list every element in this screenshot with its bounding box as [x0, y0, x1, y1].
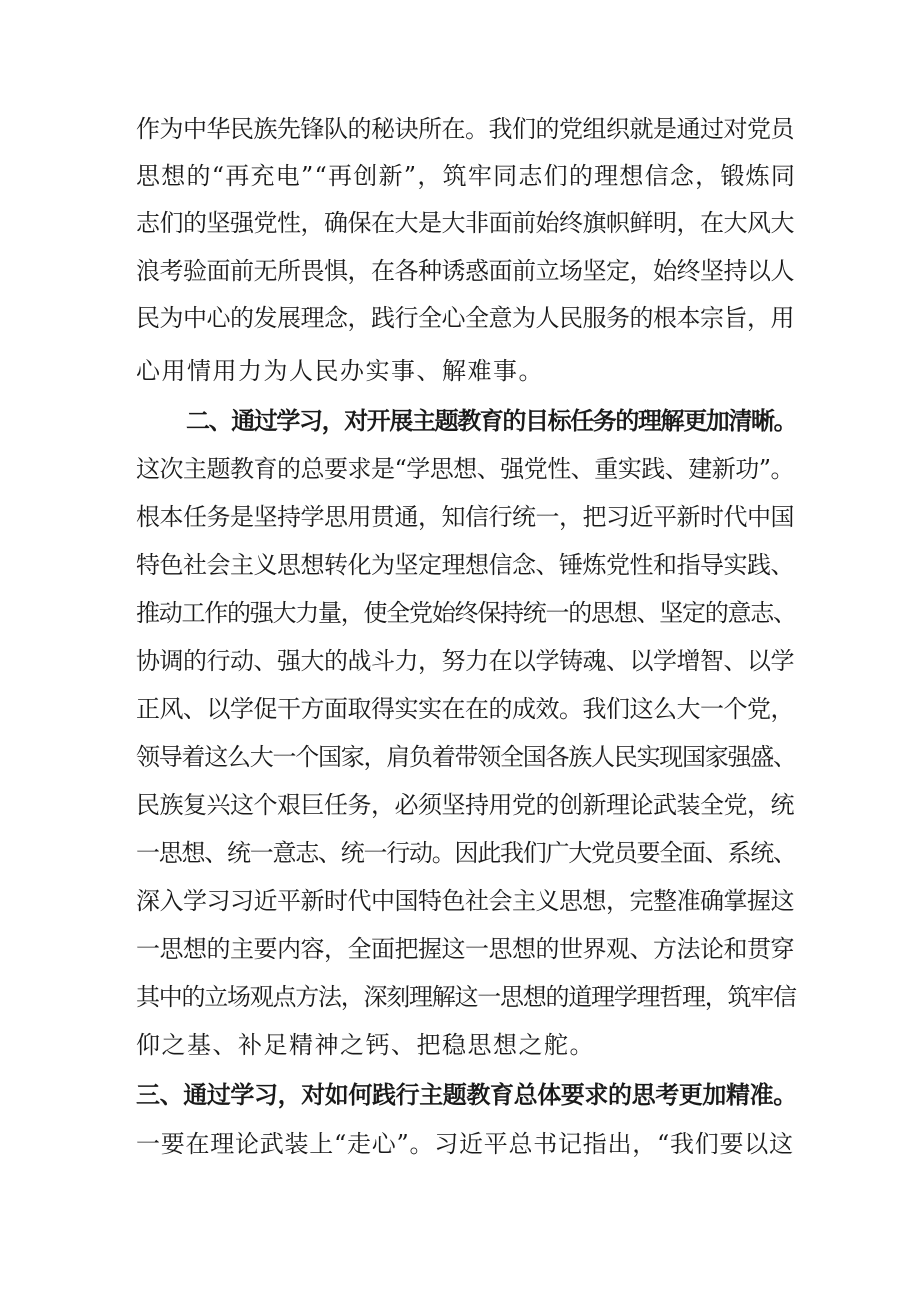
text-line: 根本任务是坚持学思用贯通，知信行统一，把习近平新时代中国	[136, 503, 794, 531]
section-heading-3: 三、通过学习，对如何践行主题教育总体要求的思考更加精准。	[136, 1081, 797, 1109]
text-line: 其中的立场观点方法，深刻理解这一思想的道理学理哲理，筑牢信	[136, 983, 796, 1011]
text-line: 正风、以学促干方面取得实实在在的成效。我们这么大一个党，	[136, 695, 794, 723]
text-line: 作为中华民族先锋队的秘诀所在。我们的党组织就是通过对党员	[136, 115, 794, 143]
text-line: 一思想、统一意志、统一行动。因此我们广大党员要全面、系统、	[136, 839, 796, 867]
text-line: 深入学习习近平新时代中国特色社会主义思想，完整准确掌握这	[136, 887, 794, 915]
text-line: 一要在理论武装上“走心”。习近平总书记指出，“我们要以这	[136, 1130, 794, 1158]
text-line: 特色社会主义思想转化为坚定理想信念、锤炼党性和指导实践、	[136, 551, 794, 579]
text-line: 浪考验面前无所畏惧，在各种诱惑面前立场坚定，始终坚持以人	[136, 257, 794, 285]
text-line: 心用情用力为人民办实事、解难事。	[136, 357, 544, 385]
text-line: 志们的坚强党性，确保在大是大非面前始终旗帜鲜明，在大风大	[136, 209, 794, 237]
text-line: 这次主题教育的总要求是“学思想、强党性、重实践、建新功”。	[136, 455, 795, 483]
text-line: 领导着这么大一个国家，肩负着带领全国各族人民实现国家强盛、	[136, 743, 796, 771]
text-line: 一思想的主要内容，全面把握这一思想的世界观、方法论和贯穿	[136, 935, 794, 963]
text-line: 协调的行动、强大的战斗力，努力在以学铸魂、以学增智、以学	[136, 647, 794, 675]
text-line: 思想的“再充电”“再创新”，筑牢同志们的理想信念，锻炼同	[136, 162, 797, 190]
text-line: 仰之基、补足精神之钙、把稳思想之舵。	[136, 1031, 595, 1059]
text-line: 推动工作的强大力量，使全党始终保持统一的思想、坚定的意志、	[136, 599, 796, 627]
section-heading-2: 二、通过学习，对开展主题教育的目标任务的理解更加清晰。	[186, 407, 797, 435]
text-line: 民族复兴这个艰巨任务，必须坚持用党的创新理论武装全党，统	[136, 791, 794, 819]
text-line: 民为中心的发展理念，践行全心全意为人民服务的根本宗旨，用	[136, 304, 794, 332]
